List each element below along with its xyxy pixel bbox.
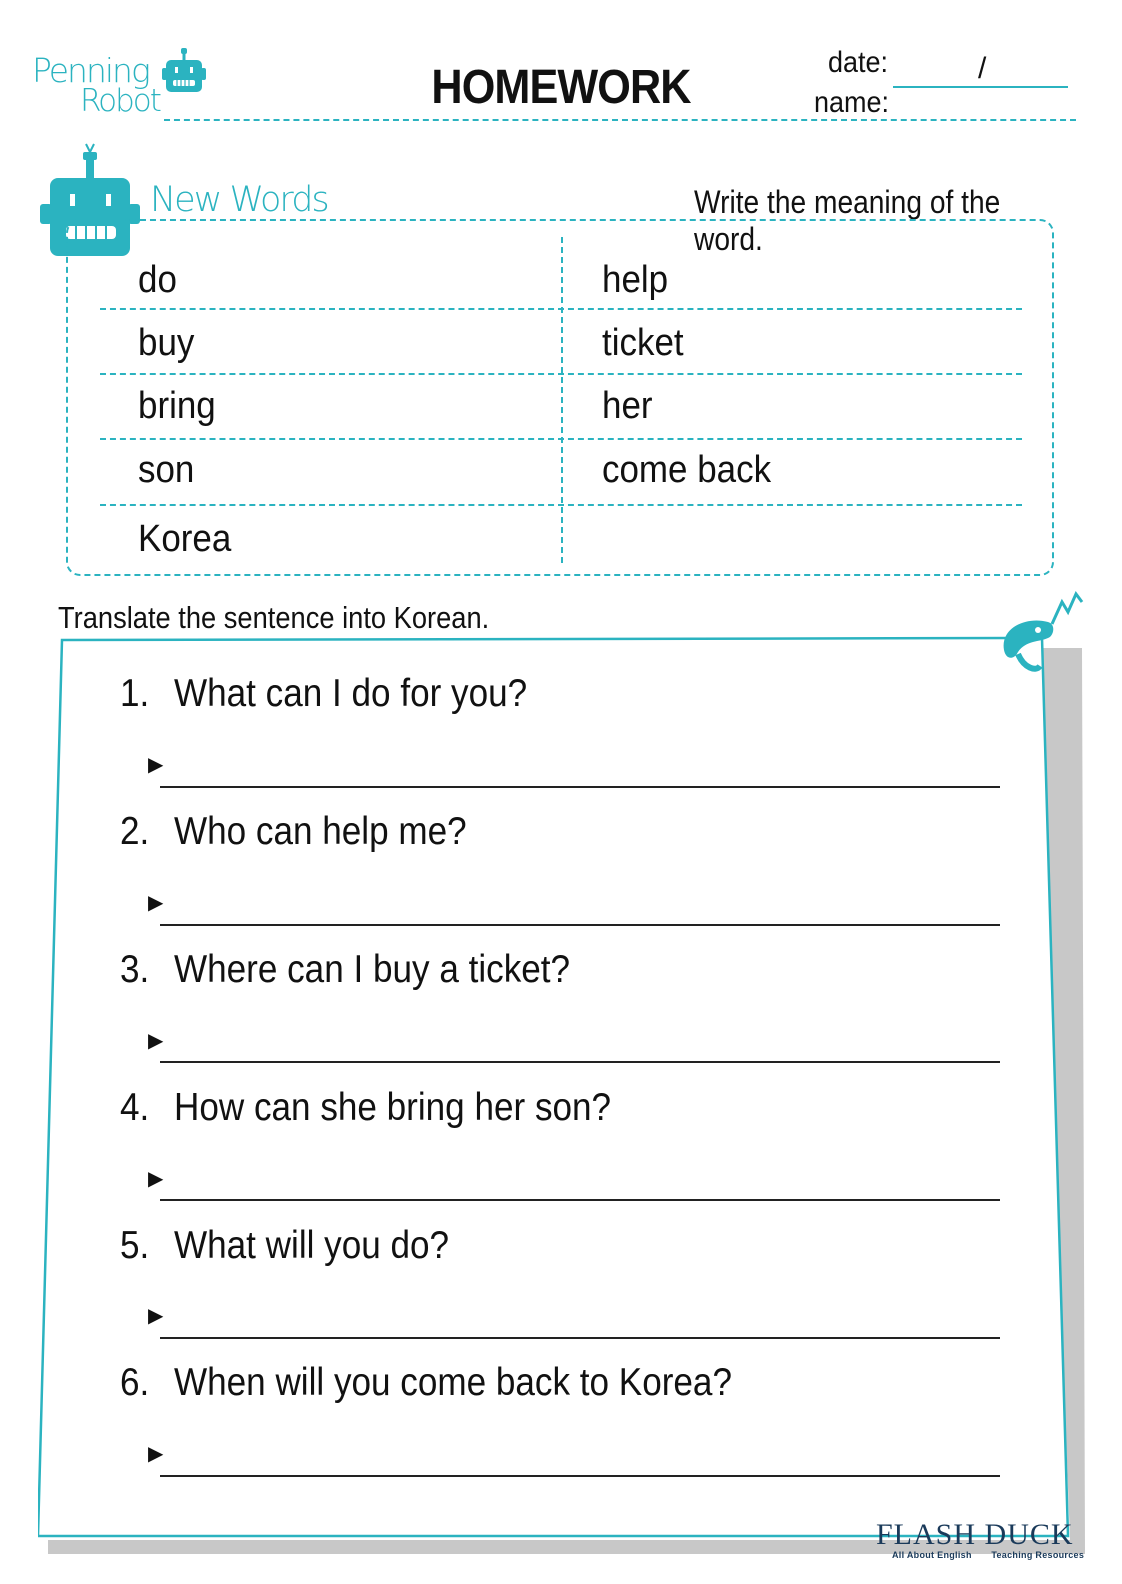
sentence-5: 5. What will you do?	[120, 1224, 450, 1267]
new-words-heading: New Words	[150, 180, 328, 220]
footer-tagline: All About English Teaching Resources	[892, 1550, 1085, 1560]
word-right: ticket	[602, 322, 684, 364]
answer-marker: ▶	[148, 754, 164, 776]
word-left: do	[138, 259, 177, 301]
sentence-1: 1. What can I do for you?	[120, 672, 528, 715]
flash-duck-logo	[876, 1518, 1085, 1562]
word-left: buy	[138, 322, 195, 364]
answer-marker: ▶	[148, 1443, 164, 1465]
logo-text-line1: Penning	[32, 51, 149, 90]
translate-instruction: Translate the sentence into Korean.	[58, 600, 490, 635]
answer-line-4[interactable]	[160, 1199, 1000, 1201]
answer-marker: ▶	[148, 1305, 164, 1327]
sentence-3: 3. Where can I buy a ticket?	[120, 948, 571, 991]
answer-line-5[interactable]	[160, 1337, 1000, 1339]
answer-marker: ▶	[148, 1168, 164, 1190]
word-right: come back	[602, 449, 772, 491]
answer-line-1[interactable]	[160, 786, 1000, 788]
word-right: her	[602, 385, 653, 427]
word-left: Korea	[138, 518, 232, 560]
page-title: HOMEWORK	[431, 61, 691, 114]
bird-icon	[996, 588, 1086, 678]
date-separator: /	[978, 52, 987, 85]
answer-line-3[interactable]	[160, 1061, 1000, 1063]
new-words-instruction: Write the meaning of the word.	[694, 184, 1001, 257]
logo-text-line2: Robot	[80, 83, 160, 119]
answer-marker: ▶	[148, 1030, 164, 1052]
sentence-6: 6. When will you come back to Korea?	[120, 1361, 732, 1404]
answer-line-2[interactable]	[160, 924, 1000, 926]
footer-brand: FLASH DUCK	[876, 1518, 1074, 1551]
name-label: name:	[814, 86, 890, 119]
sentence-4: 4. How can she bring her son?	[120, 1086, 612, 1129]
word-right: help	[602, 259, 669, 301]
answer-marker: ▶	[148, 892, 164, 914]
sentence-2: 2. Who can help me?	[120, 810, 467, 853]
answer-line-6[interactable]	[160, 1475, 1000, 1477]
word-left: bring	[138, 385, 216, 427]
date-label: date:	[828, 46, 889, 79]
word-left: son	[138, 449, 195, 491]
